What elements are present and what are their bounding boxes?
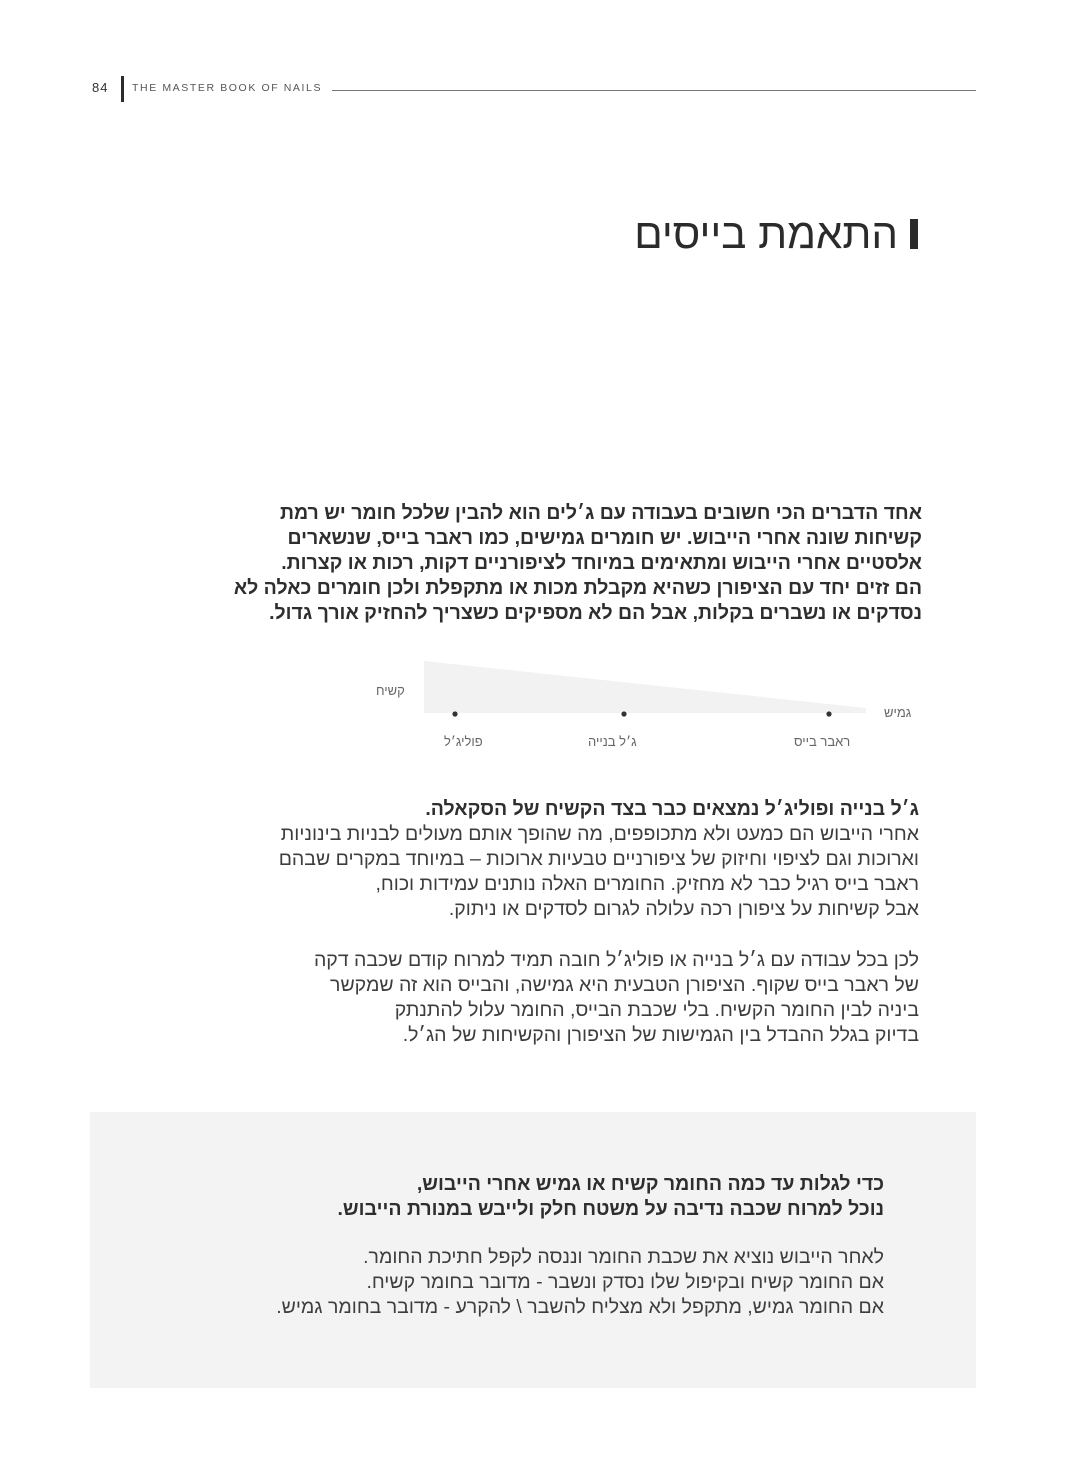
body-line: ביניה לבין החומר הקשיח. בלי שכבת הבייס, החומר עלול להתנתק [394,999,919,1021]
tip-body-line: לאחר הייבוש נוציא את שכבת החומר וננסה לקפל חתיכת החומר. [363,1246,884,1268]
chapter-title-block [634,210,918,258]
scale-hard-label: קשיח [376,683,405,698]
intro-line: אחד הדברים הכי חשובים בעבודה עם ג׳לים הוא להבין שלכל חומר יש רמת [279,502,922,524]
tip-body [276,1245,884,1320]
body-line: של ראבר בייס שקוף. הציפורן הטבעית היא גמישה, והבייס הוא זה שמקשר [330,974,919,996]
section-heading: ג׳ל בנייה ופוליג׳ל נמצאים כבר בצד הקשיח של הסקאלה. [425,798,919,820]
scale-point-builder-gel [621,711,626,716]
header-rule [332,90,976,91]
scale-point-label: ראבר בייס [794,734,851,749]
tip-heading-line: נוכל למרוח שכבה נדיבה על משטח חלק ולייבש במנורת הייבוש. [337,1198,884,1220]
scale-point-label: ג׳ל בנייה [588,734,637,749]
intro-line: אלסטיים אחרי הייבוש ומתאימים במיוחד לציפורניים דקות, רכות או קצרות. [281,552,922,574]
body-line: לכן בכל עבודה עם ג׳ל בנייה או פוליג׳ל חובה תמיד למרוח קודם שכבה דקה [313,949,919,971]
scale-point-label: פוליג׳ל [444,734,483,749]
page-number: 84 [92,80,109,95]
tip-heading [338,1172,885,1222]
body-line: אחרי הייבוש הם כמעט ולא מתכופפים, מה שהופך אותם מעולים לבניות בינוניות [280,823,919,845]
running-header [92,76,976,102]
base-layer-paragraph [314,948,919,1048]
builder-gel-paragraph [279,797,919,922]
intro-line: נסדקים או נשברים בקלות, אבל הם לא מספיקים כשצריך להחזיק אורך גדול. [269,602,922,624]
intro-line: הם זזים יחד עם הציפורן כשהיא מקבלת מכות או מתקפלת ולכן חומרים כאלה לא [233,577,922,599]
body-line: ראבר בייס רגיל כבר לא מחזיק. החומרים האלה נותנים עמידות וכוח, [375,873,919,895]
header-divider-bar [121,76,124,102]
tip-body-line: אם החומר גמיש, מתקפל ולא מצליח להשבר \ להקרע - מדובר בחומר גמיש. [276,1296,884,1318]
intro-paragraph [234,501,922,626]
title-accent-bar [910,219,918,249]
body-line: אבל קשיחות על ציפורן רכה עלולה לגרום לסדקים או ניתוק. [448,898,919,920]
book-title: THE MASTER BOOK OF NAILS [132,82,323,94]
body-line: וארוכות וגם לציפוי וחיזוק של ציפורניים טבעיות ארוכות – במיוחד במקרים שבהם [278,848,919,870]
tip-body-line: אם החומר קשיח ובקיפול שלו נסדק ונשבר - מדובר בחומר קשיח. [366,1271,884,1293]
tip-heading-line: כדי לגלות עד כמה החומר קשיח או גמיש אחרי הייבוש, [416,1173,884,1195]
page-title: התאמת בייסים [634,210,898,257]
scale-flexible-label: גמיש [884,705,912,720]
body-line: בדיוק בגלל ההבדל בין הגמישות של הציפורן והקשיחות של הג׳ל. [402,1024,919,1046]
scale-point-rubber-base [826,711,831,716]
intro-line: קשיחות שונה אחרי הייבוש. יש חומרים גמישים, כמו ראבר בייס, שנשארים [287,527,922,549]
scale-point-polygel [452,711,457,716]
hardness-wedge [424,661,866,713]
hardness-scale [360,655,920,765]
